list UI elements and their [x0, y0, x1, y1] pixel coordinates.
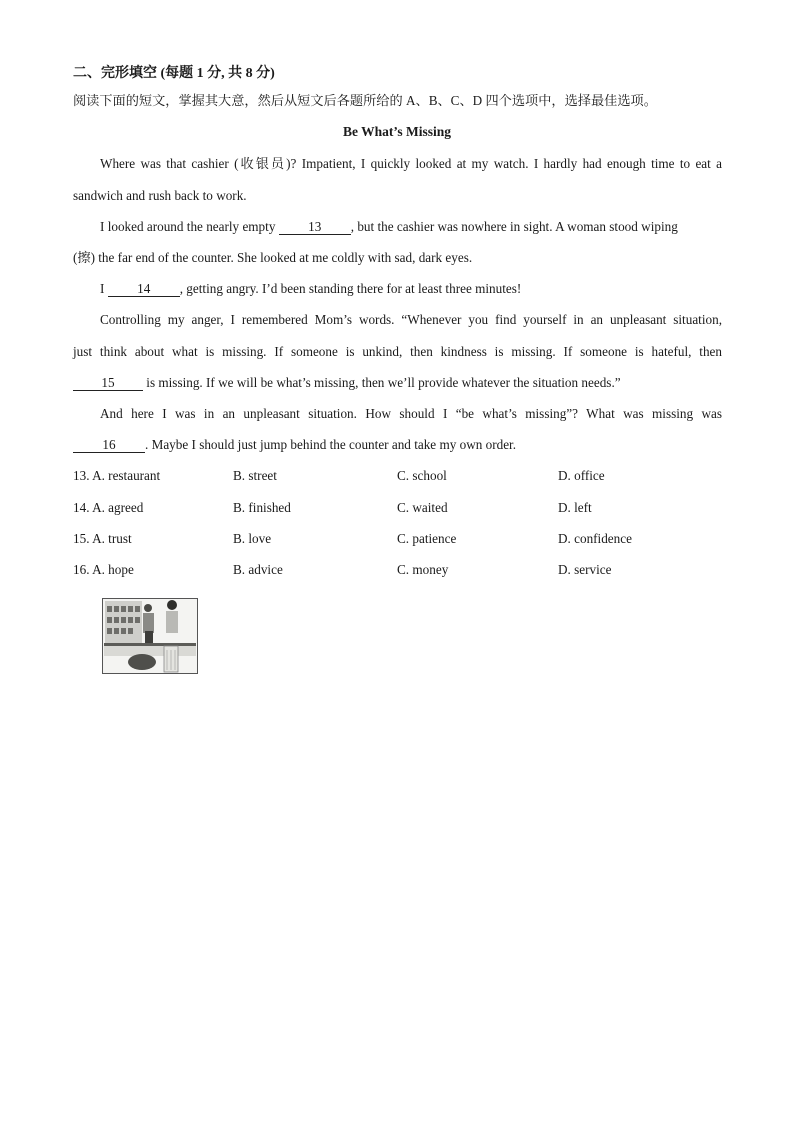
passage-line: (擦) the far end of the counter. She looked at me coldly with sad, dark eyes. [73, 250, 473, 265]
blank-15: 15 [73, 376, 143, 391]
passage-text: , getting angry. I’d been standing there for at least three minutes! [179, 281, 522, 296]
question-option-c[interactable]: C. money [397, 562, 449, 577]
question-option-d[interactable]: D. confidence [558, 531, 632, 546]
question-option-b[interactable]: B. love [233, 531, 272, 546]
cafe-counter-illustration [102, 598, 198, 674]
passage-line [100, 281, 722, 297]
passage-text: is missing. If we will be what’s missing, then we’ll provide whatever the situation needs.” [146, 375, 621, 390]
passage-line [73, 375, 722, 391]
question-option-d[interactable]: D. service [558, 562, 612, 577]
question-option-b[interactable]: B. street [233, 468, 277, 483]
passage-text: . Maybe I should just jump behind the counter and take my own order. [145, 437, 517, 452]
question-row [73, 562, 722, 578]
passage-text: I [100, 281, 105, 296]
passage-line: sandwich and rush back to work. [73, 188, 247, 203]
passage-line [100, 219, 722, 235]
passage-line: Where was that cashier (收银员)? Impatient, I quickly looked at my watch. I hardly had enough time to eat a [100, 156, 722, 171]
question-row [73, 468, 722, 484]
question-option-d[interactable]: D. left [558, 500, 592, 515]
passage-line: Controlling my anger, I remembered Mom’s words. “Whenever you find yourself in an unpleasant situation, [100, 312, 722, 327]
question-option-d[interactable]: D. office [558, 468, 605, 483]
passage-title: Be What’s Missing [342, 124, 451, 139]
question-option-a[interactable]: 16. A. hope [73, 562, 134, 577]
section-heading: 二、完形填空 (每题 1 分, 共 8 分) [73, 66, 275, 81]
passage-line: just think about what is missing. If someone is unkind, then kindness is missing. If someone is hateful, then [73, 344, 722, 359]
question-option-a[interactable]: 13. A. restaurant [73, 468, 161, 483]
question-option-b[interactable]: B. finished [233, 500, 291, 515]
passage-line [73, 437, 722, 453]
question-row [73, 531, 722, 547]
section-instruction: 阅读下面的短文，掌握其大意，然后从短文后各题所给的 A、B、C、D 四个选项中，选择最佳选项。 [73, 93, 657, 108]
blank-13: 13 [279, 220, 351, 235]
question-option-c[interactable]: C. school [397, 468, 447, 483]
blank-16: 16 [73, 438, 145, 453]
question-option-a[interactable]: 14. A. agreed [73, 500, 144, 515]
question-option-a[interactable]: 15. A. trust [73, 531, 132, 546]
question-option-c[interactable]: C. patience [397, 531, 457, 546]
blank-14: 14 [108, 282, 180, 297]
question-option-b[interactable]: B. advice [233, 562, 283, 577]
passage-text: I looked around the nearly empty [100, 219, 276, 234]
question-option-c[interactable]: C. waited [397, 500, 448, 515]
passage-line: And here I was in an unpleasant situation. How should I “be what’s missing”? What was missing was [100, 406, 722, 421]
passage-text: , but the cashier was nowhere in sight. A woman stood wiping [350, 219, 678, 234]
question-row [73, 500, 722, 516]
